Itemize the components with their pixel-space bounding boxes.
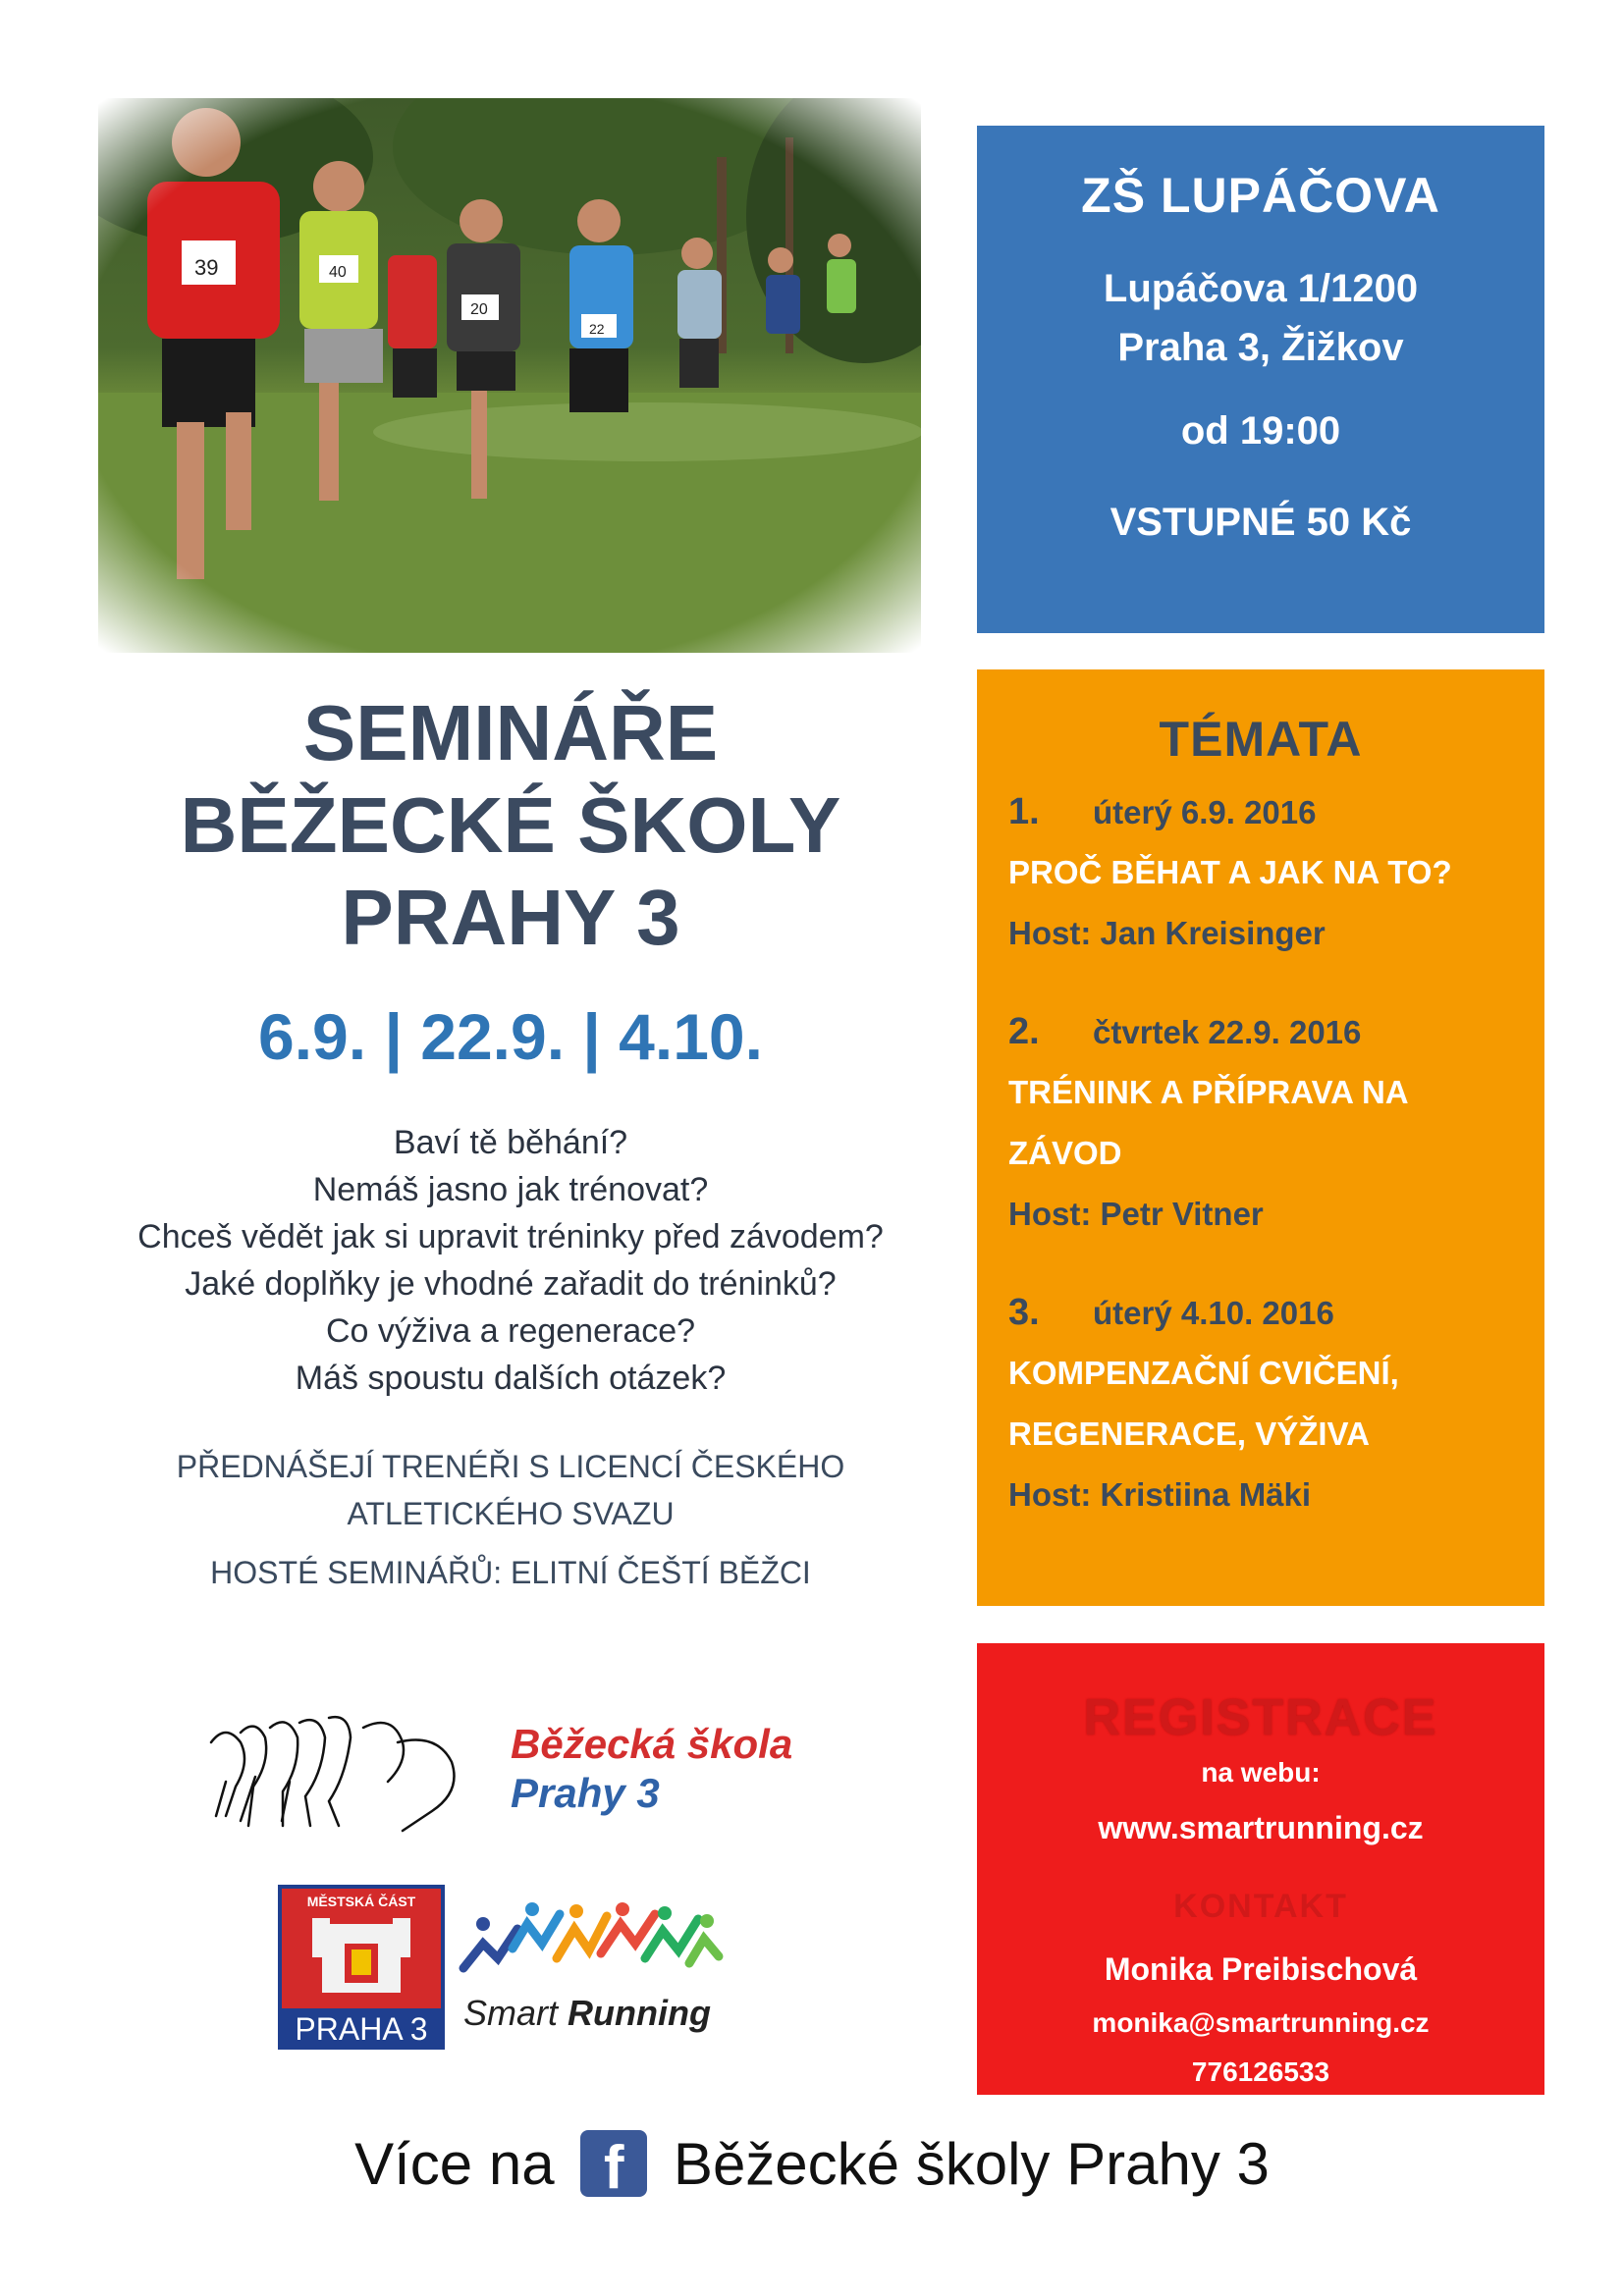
topic-subject: KOMPENZAČNÍ CVIČENÍ, (1008, 1355, 1399, 1391)
footer-facebook-page-link[interactable]: Běžecké školy Prahy 3 (673, 2131, 1270, 2197)
school-name-line1: Běžecká škola (511, 1721, 793, 1767)
smart-running-wordmark (463, 1993, 711, 2034)
contact-name: Monika Preibischová (1104, 1951, 1418, 1987)
seminar-dates: 6.9. | 22.9. | 4.10. (258, 1000, 763, 1073)
facebook-icon[interactable]: f (580, 2130, 647, 2197)
praha-bottom-label: PRAHA 3 (295, 2011, 428, 2047)
registration-on-web: na webu: (1201, 1757, 1321, 1788)
topic-item (1008, 1282, 1544, 1525)
question-item: Co výživa a regenerace? (325, 1312, 696, 1350)
contact-email-link[interactable]: monika@smartrunning.cz (1092, 2007, 1430, 2038)
registration-box (977, 1643, 1544, 2095)
topic-date: čtvrtek 22.9. 2016 (1093, 1014, 1362, 1050)
venue-address-line2: Praha 3, Žižkov (1117, 326, 1404, 369)
topic-date: úterý 4.10. 2016 (1093, 1295, 1334, 1331)
trainers-line2: ATLETICKÉHO SVAZU (347, 1496, 675, 1531)
contact-heading: KONTAKT (1173, 1888, 1348, 1925)
trainers-note (98, 1443, 923, 1537)
title-line2: BĚŽECKÉ ŠKOLY (180, 781, 841, 869)
venue-fee: VSTUPNÉ 50 Kč (1110, 501, 1412, 544)
venue-box (977, 126, 1544, 633)
topic-subject: TRÉNINK A PŘÍPRAVA NA (1008, 1074, 1409, 1110)
question-item: Jaké doplňky je vhodné zařadit do tréninků? (185, 1265, 837, 1303)
question-item: Baví tě běhání? (393, 1124, 628, 1161)
school-name-line2: Prahy 3 (511, 1770, 660, 1816)
topic-host: Host: Petr Vitner (1008, 1196, 1264, 1232)
venue-address (977, 259, 1544, 377)
praha-top-label: MĚSTSKÁ ČÁST (306, 1894, 416, 1909)
topic-item (1008, 1001, 1544, 1245)
question-item: Máš spoustu dalších otázek? (295, 1360, 727, 1397)
venue-address-line1: Lupáčova 1/1200 (1103, 267, 1419, 310)
topic-subject-cont: REGENERACE, VÝŽIVA (1008, 1415, 1370, 1452)
running-word: Running (568, 1993, 711, 2033)
question-item: Nemáš jasno jak trénovat? (312, 1171, 709, 1208)
topic-subject: PROČ BĚHAT A JAK NA TO? (1008, 854, 1452, 890)
footer-facebook-line (0, 2130, 1624, 2202)
venue-title: ZŠ LUPÁČOVA (1081, 168, 1440, 223)
smart-word: Smart (463, 1993, 559, 2033)
topics-box (977, 669, 1544, 1606)
topic-item (1008, 781, 1544, 964)
contact-phone: 776126533 (1191, 2056, 1330, 2087)
registration-heading: REGISTRACE (1083, 1689, 1438, 1746)
topic-subject-cont: ZÁVOD (1008, 1135, 1122, 1171)
title-line3: PRAHY 3 (341, 874, 680, 961)
title-line1: SEMINÁŘE (302, 689, 719, 776)
topic-host: Host: Kristiina Mäki (1008, 1476, 1312, 1513)
page-title (98, 687, 923, 964)
venue-time: od 19:00 (1180, 409, 1341, 453)
question-item: Chceš vědět jak si upravit tréninky před závodem? (137, 1218, 884, 1255)
running-school-name (511, 1720, 792, 1818)
trainers-line1: PŘEDNÁŠEJÍ TRENÉŘI S LICENCÍ ČESKÉHO (176, 1449, 845, 1484)
topic-number: 2. (1008, 1011, 1040, 1052)
topic-number: 3. (1008, 1292, 1040, 1333)
topic-date: úterý 6.9. 2016 (1093, 794, 1317, 830)
guests-note: HOSTÉ SEMINÁŘŮ: ELITNÍ ČEŠTÍ BĚŽCI (210, 1555, 811, 1590)
praha3-logo (278, 1885, 445, 2050)
questions-list (59, 1119, 962, 1402)
running-school-logo (201, 1703, 496, 1841)
runners-photo (98, 98, 921, 653)
footer-prefix: Více na (354, 2131, 555, 2197)
topic-number: 1. (1008, 791, 1040, 832)
registration-website-link[interactable]: www.smartrunning.cz (1098, 1810, 1424, 1845)
topic-host: Host: Jan Kreisinger (1008, 915, 1326, 951)
topics-heading: TÉMATA (1159, 712, 1363, 767)
